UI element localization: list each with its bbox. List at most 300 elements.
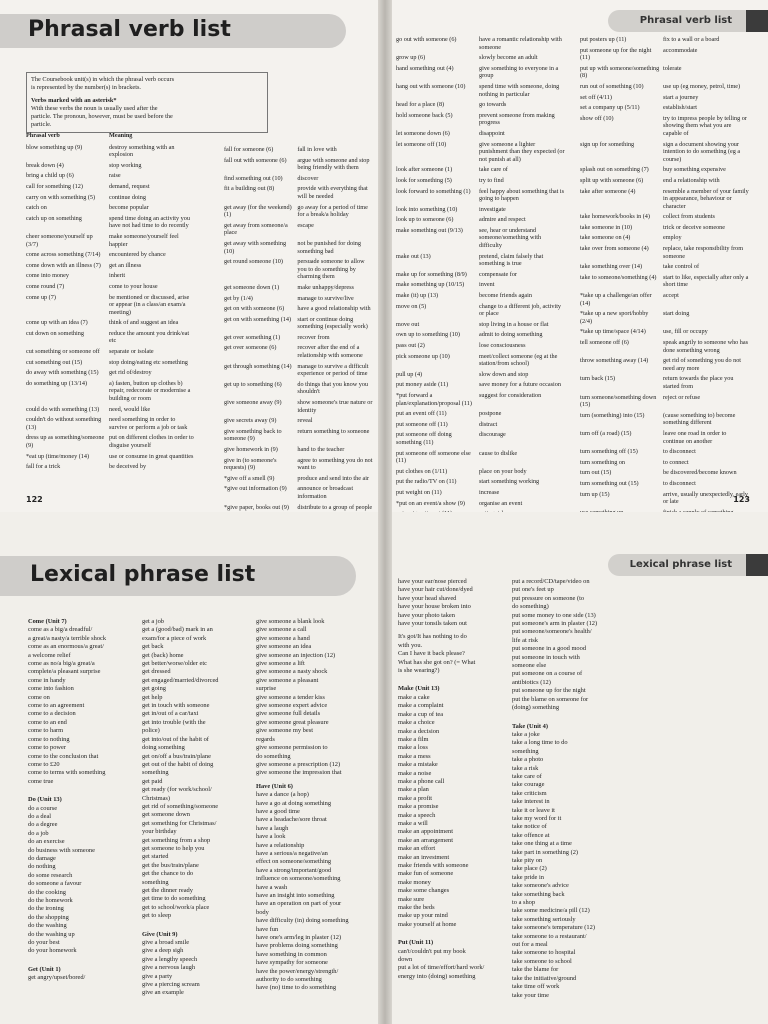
table-row bbox=[26, 172, 198, 183]
phrase-item: give someone permission to bbox=[256, 744, 328, 752]
meaning: use, fill or occupy bbox=[663, 328, 708, 336]
phrase-item: take place (2) bbox=[512, 865, 547, 873]
page-number-left: 122 bbox=[26, 495, 43, 504]
phrase-item: get a (good/bad) mark in an bbox=[142, 626, 213, 634]
table-row bbox=[580, 263, 752, 274]
meaning: get rid of something you do not need any more bbox=[663, 357, 742, 372]
phrase-item: make a noise bbox=[398, 769, 432, 777]
table-row bbox=[580, 94, 752, 105]
running-header: Lexical phrase list bbox=[629, 559, 732, 570]
phrase-item: do your homework bbox=[28, 947, 77, 955]
phrasal-verb: put posters up (11) bbox=[580, 36, 627, 43]
meaning: (cause something to) become something different bbox=[663, 411, 736, 427]
meaning: lose consciousness bbox=[479, 342, 526, 349]
header-tab bbox=[746, 554, 768, 576]
meaning: stop living in a house or flat bbox=[479, 320, 549, 328]
phrase-column-2 bbox=[142, 618, 250, 998]
meaning: get an illness bbox=[109, 261, 142, 269]
meaning: suggest for consideration bbox=[479, 391, 542, 399]
phrase-item: surprise bbox=[256, 685, 277, 693]
phrasal-verb: turn someone/something down (15) bbox=[580, 393, 657, 409]
meaning: to disconnect bbox=[663, 479, 696, 487]
phrasal-verb: could do with something (13) bbox=[26, 405, 100, 413]
phrase-column-4 bbox=[398, 578, 512, 981]
meaning: compensate for bbox=[479, 270, 517, 278]
phrase-item: do a course bbox=[28, 804, 58, 812]
phrase-item: get the chance to do bbox=[142, 870, 194, 878]
phrase-item: take the initiative/ground bbox=[512, 974, 577, 982]
meaning: persuade someone to allow you to do something by charming them bbox=[297, 258, 365, 281]
meaning: postpone bbox=[479, 410, 502, 418]
page-123 bbox=[392, 0, 768, 512]
phrase-item: take someone to hospital bbox=[512, 949, 576, 957]
phrasal-verb: set a company up (5/11) bbox=[580, 104, 640, 112]
meaning: start or continue doing something (especially work) bbox=[297, 315, 368, 331]
table-row bbox=[580, 328, 752, 339]
phrase-item: get started bbox=[142, 853, 169, 861]
phrasal-verb: *put on an event/a show (9) bbox=[396, 499, 465, 507]
table-row bbox=[26, 144, 198, 162]
phrasal-verb: throw something away (14) bbox=[580, 357, 649, 365]
section-heading: Have (Unit 6) bbox=[256, 782, 293, 790]
table-row bbox=[396, 410, 568, 421]
phrasal-verb: put someone off (11) bbox=[396, 420, 448, 428]
phrasal-verb: splash out on something (7) bbox=[580, 166, 649, 174]
meaning: continue doing bbox=[109, 193, 146, 201]
phrase-item: have one's arm/leg in plaster (12) bbox=[256, 934, 342, 942]
phrase-item: come to nothing bbox=[28, 735, 70, 743]
phrase-item: give someone a blank look bbox=[256, 618, 325, 625]
phrase-item: take pride in bbox=[512, 873, 544, 881]
phrase-item: make a will bbox=[398, 819, 428, 827]
phrase-item: make up your mind bbox=[398, 912, 448, 920]
meaning: discover bbox=[297, 174, 319, 182]
phrase-item: get in touch with someone bbox=[142, 702, 210, 710]
phrase-item: come to an end bbox=[28, 718, 67, 726]
phrase-item: give someone a call bbox=[256, 626, 307, 634]
phrase-item: make a plan bbox=[398, 786, 429, 794]
meaning: do things that you know you shouldn't bbox=[297, 380, 369, 396]
phrase-item: get going bbox=[142, 685, 166, 693]
phrase-item: make an effort bbox=[398, 845, 436, 853]
phrasal-verb: take homework/books in (4) bbox=[580, 213, 650, 221]
meaning: try to impress people by telling or showing them what you are capable of bbox=[663, 114, 747, 137]
phrasal-verb: put someone off doing something (11) bbox=[396, 431, 452, 446]
phrasal-verb: blow something up (9) bbox=[26, 143, 83, 151]
phrasal-verb: fall for someone (6) bbox=[224, 146, 274, 153]
phrasal-verb: give secrets away (9) bbox=[224, 417, 277, 425]
phrase-item: give a piercing scream bbox=[142, 981, 200, 989]
phrase-item: give someone a nasty shock bbox=[256, 668, 328, 676]
phrasal-verb: make up for something (8/9) bbox=[396, 270, 467, 278]
phrase-item: have your ear/nose pierced bbox=[398, 578, 467, 585]
meaning: return towards the place you started from bbox=[663, 375, 734, 390]
meaning: increase bbox=[479, 488, 500, 496]
phrase-item: take it or leave it bbox=[512, 806, 555, 814]
phrase-item: have a serious/a negative/an bbox=[256, 849, 328, 857]
table-row bbox=[580, 292, 752, 310]
phrasal-verb: come round (7) bbox=[26, 282, 65, 290]
phrase-item: take someone's advice bbox=[512, 882, 569, 890]
meaning: meet/collect someone (eg at the station/from school) bbox=[479, 352, 558, 368]
phrasal-verb: come across something (7/14) bbox=[26, 251, 101, 259]
note-box bbox=[26, 72, 268, 133]
table-row bbox=[396, 83, 568, 101]
phrase-item: come into fashion bbox=[28, 685, 74, 693]
phrase-item: make a phone call bbox=[398, 777, 445, 785]
meaning: change to a different job, activity or place bbox=[479, 302, 562, 318]
phrase-item: make a decision bbox=[398, 727, 440, 735]
table-row bbox=[580, 177, 752, 188]
phrasal-verb: catch on bbox=[26, 204, 47, 212]
header-meaning: Meaning bbox=[109, 132, 133, 139]
table-row bbox=[224, 258, 378, 284]
phrasal-verb-table bbox=[580, 36, 752, 540]
meaning: collect from students bbox=[663, 213, 715, 221]
meaning: start to like, especially after only a short time bbox=[663, 273, 749, 289]
phrase-item: doing something bbox=[142, 744, 185, 752]
table-row bbox=[224, 185, 378, 203]
phrasal-verb: cut down on something bbox=[26, 329, 84, 337]
phrase-item: put someone on a course of bbox=[512, 670, 583, 678]
phrase-item: have a laugh bbox=[256, 824, 289, 832]
phrase-item: have a wash bbox=[256, 883, 288, 891]
phrasal-verb: call for something (12) bbox=[26, 182, 83, 190]
table-row bbox=[26, 294, 198, 320]
phrase-item: give someone a hand bbox=[256, 634, 310, 642]
meaning: speak angrily to someone who has done something wrong bbox=[663, 339, 749, 354]
phrase-item: come to a decision bbox=[28, 710, 76, 718]
phrasal-verb: put an event off (11) bbox=[396, 410, 447, 418]
table-row bbox=[580, 274, 752, 292]
phrase-item: make some changes bbox=[398, 887, 450, 895]
phrase-item: a great/a nasty/a terrible shock bbox=[28, 634, 107, 642]
phrase-item: body bbox=[256, 908, 269, 916]
meaning: try to find bbox=[479, 176, 504, 184]
table-row bbox=[580, 65, 752, 83]
phrase-item: take my word for it bbox=[512, 814, 562, 822]
table-row bbox=[26, 194, 198, 205]
section-heading: Put (Unit 11) bbox=[398, 939, 434, 947]
table-row bbox=[580, 430, 752, 448]
phrase-item: put someone in a good mood bbox=[512, 645, 587, 653]
section-heading: Make (Unit 13) bbox=[398, 685, 440, 693]
phrase-item: get a job bbox=[142, 618, 165, 625]
meaning: argue with someone and stop being friendly with them bbox=[297, 156, 370, 172]
note-line: particle. The pronoun, however, must be used before the bbox=[31, 113, 173, 120]
phrase-item: take notice of bbox=[512, 823, 547, 831]
phrase-item: Christmas) bbox=[142, 794, 171, 802]
phrasal-verb: put money aside (11) bbox=[396, 381, 449, 389]
meaning: show someone's true nature or identity bbox=[297, 399, 373, 414]
meaning: establish/start bbox=[663, 104, 698, 112]
table-row bbox=[224, 399, 378, 417]
phrasal-verb: show off (10) bbox=[580, 114, 614, 122]
meaning: use or consume in great quantities bbox=[109, 452, 194, 460]
meaning: go away for a period of time for a break/a holiday bbox=[297, 203, 368, 219]
meaning: manage to survive/live bbox=[297, 294, 354, 302]
meaning: provide with everything that will be needed bbox=[297, 185, 368, 200]
table-row bbox=[26, 283, 198, 294]
phrasal-verb: make something out (9/13) bbox=[396, 226, 463, 234]
meaning: make unhappy/depress bbox=[297, 283, 354, 291]
meaning: feel happy about something that is going to happen bbox=[479, 187, 565, 203]
phrasal-verb: *give paper, books out (9) bbox=[224, 503, 289, 511]
phrasal-verb: get over someone (6) bbox=[224, 344, 277, 352]
phrase-item: make a speech bbox=[398, 811, 436, 819]
phrase-item: have (no) time to do something bbox=[256, 984, 337, 992]
phrasal-verb: get up to something (6) bbox=[224, 380, 282, 388]
table-row bbox=[224, 157, 378, 175]
table-row bbox=[580, 36, 752, 47]
table-row bbox=[224, 204, 378, 222]
phrase-item: do a job bbox=[28, 829, 49, 837]
phrase-item: get help bbox=[142, 693, 163, 701]
phrase-item: get engaged/married/divorced bbox=[142, 676, 219, 684]
table-row bbox=[224, 485, 378, 503]
table-row bbox=[396, 65, 568, 83]
phrase-item: come true bbox=[28, 777, 54, 785]
phrase-item: something bbox=[142, 769, 169, 777]
phrasal-verb: turn back (15) bbox=[580, 375, 616, 383]
meaning: produce and send into the air bbox=[297, 474, 370, 482]
table-row bbox=[26, 262, 198, 273]
meaning: make someone/yourself feel happier bbox=[109, 232, 179, 248]
meaning: save money for a future occasion bbox=[479, 381, 561, 389]
phrasal-verb: tell someone off (6) bbox=[580, 339, 629, 346]
section-heading: Take (Unit 4) bbox=[512, 722, 548, 730]
phrase-item: with you. bbox=[398, 641, 423, 649]
phrasal-verb: *eat up (time/money (14) bbox=[26, 452, 90, 460]
meaning: investigate bbox=[479, 205, 506, 213]
table-row bbox=[396, 353, 568, 371]
phrasal-verb: move on (5) bbox=[396, 302, 427, 310]
phrasal-verb: come down with an illness (7) bbox=[26, 261, 101, 269]
phrasal-verb: come up with an idea (7) bbox=[26, 319, 88, 327]
phrase-item: regards bbox=[256, 735, 275, 743]
phrase-item: make a promise bbox=[398, 803, 439, 811]
phrase-item: your birthday bbox=[142, 828, 177, 836]
meaning: demand, request bbox=[109, 182, 150, 190]
table-row bbox=[224, 316, 378, 334]
phrasal-verb: catch up on something bbox=[26, 214, 82, 222]
phrase-item: come to £20 bbox=[28, 760, 60, 768]
phrase-item: take interest in bbox=[512, 798, 550, 806]
table-row bbox=[580, 375, 752, 393]
phrasal-verb: take someone on (4) bbox=[580, 234, 631, 242]
phrasal-verb: cut something out (15) bbox=[26, 358, 83, 366]
meaning: slowly become an adult bbox=[479, 54, 538, 62]
phrase-item: a welcome relief bbox=[28, 651, 71, 659]
phrase-item: to a shop bbox=[512, 899, 536, 907]
table-row bbox=[26, 359, 198, 370]
section-heading: Give (Unit 9) bbox=[142, 930, 178, 938]
page-number-right: 123 bbox=[733, 495, 750, 504]
table-row bbox=[580, 224, 752, 235]
meaning: become popular bbox=[109, 204, 149, 212]
phrase-item: put pressure on someone (to bbox=[512, 594, 585, 602]
phrase-item: take someone to a restaurant/ bbox=[512, 932, 587, 940]
meaning: fall in love with bbox=[297, 146, 337, 153]
table-row bbox=[580, 188, 752, 214]
phrase-item: make the beds bbox=[398, 904, 435, 912]
phrasal-verb: come into money bbox=[26, 272, 69, 280]
meaning: escape bbox=[297, 221, 314, 229]
phrase-item: do the homework bbox=[28, 897, 73, 904]
meaning: pretend, claim falsely that something is true bbox=[479, 252, 544, 268]
meaning: recover after the end of a relationship with someone bbox=[297, 344, 363, 360]
meaning: accommodate bbox=[663, 46, 698, 54]
table-row bbox=[396, 253, 568, 271]
phrase-item: something bbox=[512, 747, 539, 755]
phrase-item: It's got/It has nothing to do bbox=[398, 633, 467, 641]
note-line: Verbs marked with an asterisk* bbox=[31, 97, 117, 104]
phrasal-verb: turn off (a road) (15) bbox=[580, 429, 632, 437]
phrase-item: do the washing bbox=[28, 922, 67, 930]
phrase-item: take a long time to do bbox=[512, 739, 568, 747]
meaning: resemble a member of your family in appearance, behaviour or character bbox=[663, 187, 749, 210]
phrase-item: influence on someone/something bbox=[256, 875, 341, 883]
phrase-item: do the shopping bbox=[28, 913, 69, 921]
phrase-item: give someone a tender kiss bbox=[256, 693, 325, 701]
phrase-item: take a photo bbox=[512, 756, 544, 764]
meaning: give something to everyone in a group bbox=[479, 64, 559, 80]
book-gutter bbox=[378, 512, 392, 1024]
table-row bbox=[26, 348, 198, 359]
table-row bbox=[580, 83, 752, 94]
table-row bbox=[396, 36, 568, 54]
phrase-item: take some medicine/a pill (12) bbox=[512, 907, 590, 915]
table-row bbox=[580, 448, 752, 459]
phrasal-verb: head for a place (8) bbox=[396, 101, 445, 109]
header-tab bbox=[746, 10, 768, 32]
phrase-item: life at risk bbox=[512, 636, 538, 644]
phrasal-verb: turn something off (15) bbox=[580, 448, 638, 456]
meaning: raise bbox=[109, 172, 121, 180]
running-header: Phrasal verb list bbox=[639, 15, 732, 26]
meaning: admire and respect bbox=[479, 216, 526, 224]
meaning: have a romantic relationship with someone bbox=[479, 36, 562, 51]
phrase-item: have a look bbox=[256, 833, 286, 841]
meaning: arrive, usually unexpectedly, early or late bbox=[663, 490, 748, 506]
meaning: stop working bbox=[109, 161, 142, 169]
phrasal-verb: put weight on (11) bbox=[396, 488, 442, 496]
phrase-column-1 bbox=[28, 618, 136, 983]
phrase-item: have a dance (a hop) bbox=[256, 791, 309, 799]
meaning: not be punished for doing something bad bbox=[297, 239, 361, 255]
table-row bbox=[224, 334, 378, 345]
phrasal-verb-table-right-a bbox=[396, 36, 568, 542]
table-row bbox=[26, 330, 198, 348]
table-row bbox=[224, 146, 378, 157]
phrasal-verb: pick someone up (10) bbox=[396, 352, 450, 360]
phrasal-verb: put the radio/TV on (11) bbox=[396, 478, 457, 486]
phrase-item: take offence at bbox=[512, 831, 550, 839]
note-line: The Coursebook unit(s) in which the phrasal verb occurs bbox=[31, 76, 175, 83]
phrasal-verb: look after someone (1) bbox=[396, 166, 453, 174]
phrasal-verb: *give off a smell (9) bbox=[224, 474, 275, 482]
table-row bbox=[224, 240, 378, 258]
phrase-item: effect on someone/something bbox=[256, 858, 332, 866]
phrasal-verb: turn up (15) bbox=[580, 490, 610, 498]
table-row bbox=[224, 344, 378, 362]
phrasal-verb: get away from someone/a place bbox=[224, 221, 288, 237]
phrase-item: have a relationship bbox=[256, 841, 305, 849]
phrase-item: get something from a shop bbox=[142, 836, 211, 844]
table-row bbox=[396, 478, 568, 489]
table-row bbox=[396, 271, 568, 282]
phrasal-verb: cut something or someone off bbox=[26, 348, 100, 356]
table-row bbox=[396, 112, 568, 130]
phrase-item: energy into (doing) something bbox=[398, 972, 476, 980]
phrase-item: take someone's temperature (12) bbox=[512, 924, 595, 932]
table-row bbox=[224, 381, 378, 399]
phrasal-verb-table bbox=[224, 146, 378, 543]
phrase-item: give a nervous laugh bbox=[142, 964, 196, 972]
phrase-item: do damage bbox=[28, 854, 56, 862]
meaning: encountered by chance bbox=[109, 251, 166, 259]
phrasal-verb: *take up a challenge/an offer (14) bbox=[580, 292, 652, 307]
phrase-item: make a mess bbox=[398, 752, 431, 760]
phrasal-verb: put clothes on (1/11) bbox=[396, 467, 448, 475]
meaning: be mentioned or discussed, arise or appear (in a class/an exam/a meeting) bbox=[109, 293, 190, 316]
phrasal-verb-table bbox=[396, 36, 568, 542]
table-row bbox=[26, 272, 198, 283]
page-title: Lexical phrase list bbox=[30, 562, 256, 587]
phrase-item: make a cup of tea bbox=[398, 710, 444, 718]
phrasal-verb: take something over (14) bbox=[580, 263, 643, 271]
phrase-item: have a go at doing something bbox=[256, 799, 332, 807]
meaning: place on your body bbox=[479, 467, 527, 475]
table-row bbox=[396, 292, 568, 303]
table-row bbox=[224, 284, 378, 295]
table-row bbox=[396, 303, 568, 321]
lexical-left-page bbox=[0, 512, 378, 1024]
phrase-item: Can I have it back please? bbox=[398, 650, 465, 658]
table-row bbox=[224, 446, 378, 457]
phrase-item: get to sleep bbox=[142, 912, 172, 920]
phrase-item: come as no/a big/a great/a bbox=[28, 660, 95, 668]
phrase-item: make an investment bbox=[398, 853, 450, 861]
table-row bbox=[580, 310, 752, 328]
table-row bbox=[396, 381, 568, 392]
phrasal-verb: set off (4/11) bbox=[580, 93, 612, 101]
phrase-item: have your hair cut/done/dyed bbox=[398, 586, 473, 594]
table-row bbox=[224, 222, 378, 240]
meaning: return something to someone bbox=[297, 427, 370, 435]
meaning: take care of bbox=[479, 166, 508, 174]
phrase-item: come to terms with something bbox=[28, 769, 106, 777]
phrase-item: get (back) home bbox=[142, 651, 184, 659]
phrase-item: get dressed bbox=[142, 668, 171, 676]
header-verb: Phrasal verb bbox=[26, 132, 60, 139]
phrase-item: put someone's arm in plaster (12) bbox=[512, 620, 598, 628]
meaning: use up (eg money, petrol, time) bbox=[663, 82, 741, 90]
phrase-item: do a deal bbox=[28, 812, 52, 820]
table-row bbox=[224, 295, 378, 306]
phrase-item: put the blame on someone for bbox=[512, 695, 589, 703]
phrase-item: do something) bbox=[512, 603, 549, 611]
meaning: stop doing/eating etc something bbox=[109, 358, 188, 366]
phrase-item: come to the conclusion that bbox=[28, 752, 99, 760]
phrase-item: give someone an idea bbox=[256, 643, 312, 651]
phrasal-verb: move out bbox=[396, 320, 420, 328]
phrase-item: put a lot of time/effort/hard work/ bbox=[398, 964, 485, 972]
table-row bbox=[26, 380, 198, 406]
phrase-item: get out of the habit of doing bbox=[142, 760, 214, 768]
phrase-item: come in handy bbox=[28, 676, 66, 684]
phrase-item: is she wearing?) bbox=[398, 667, 440, 675]
